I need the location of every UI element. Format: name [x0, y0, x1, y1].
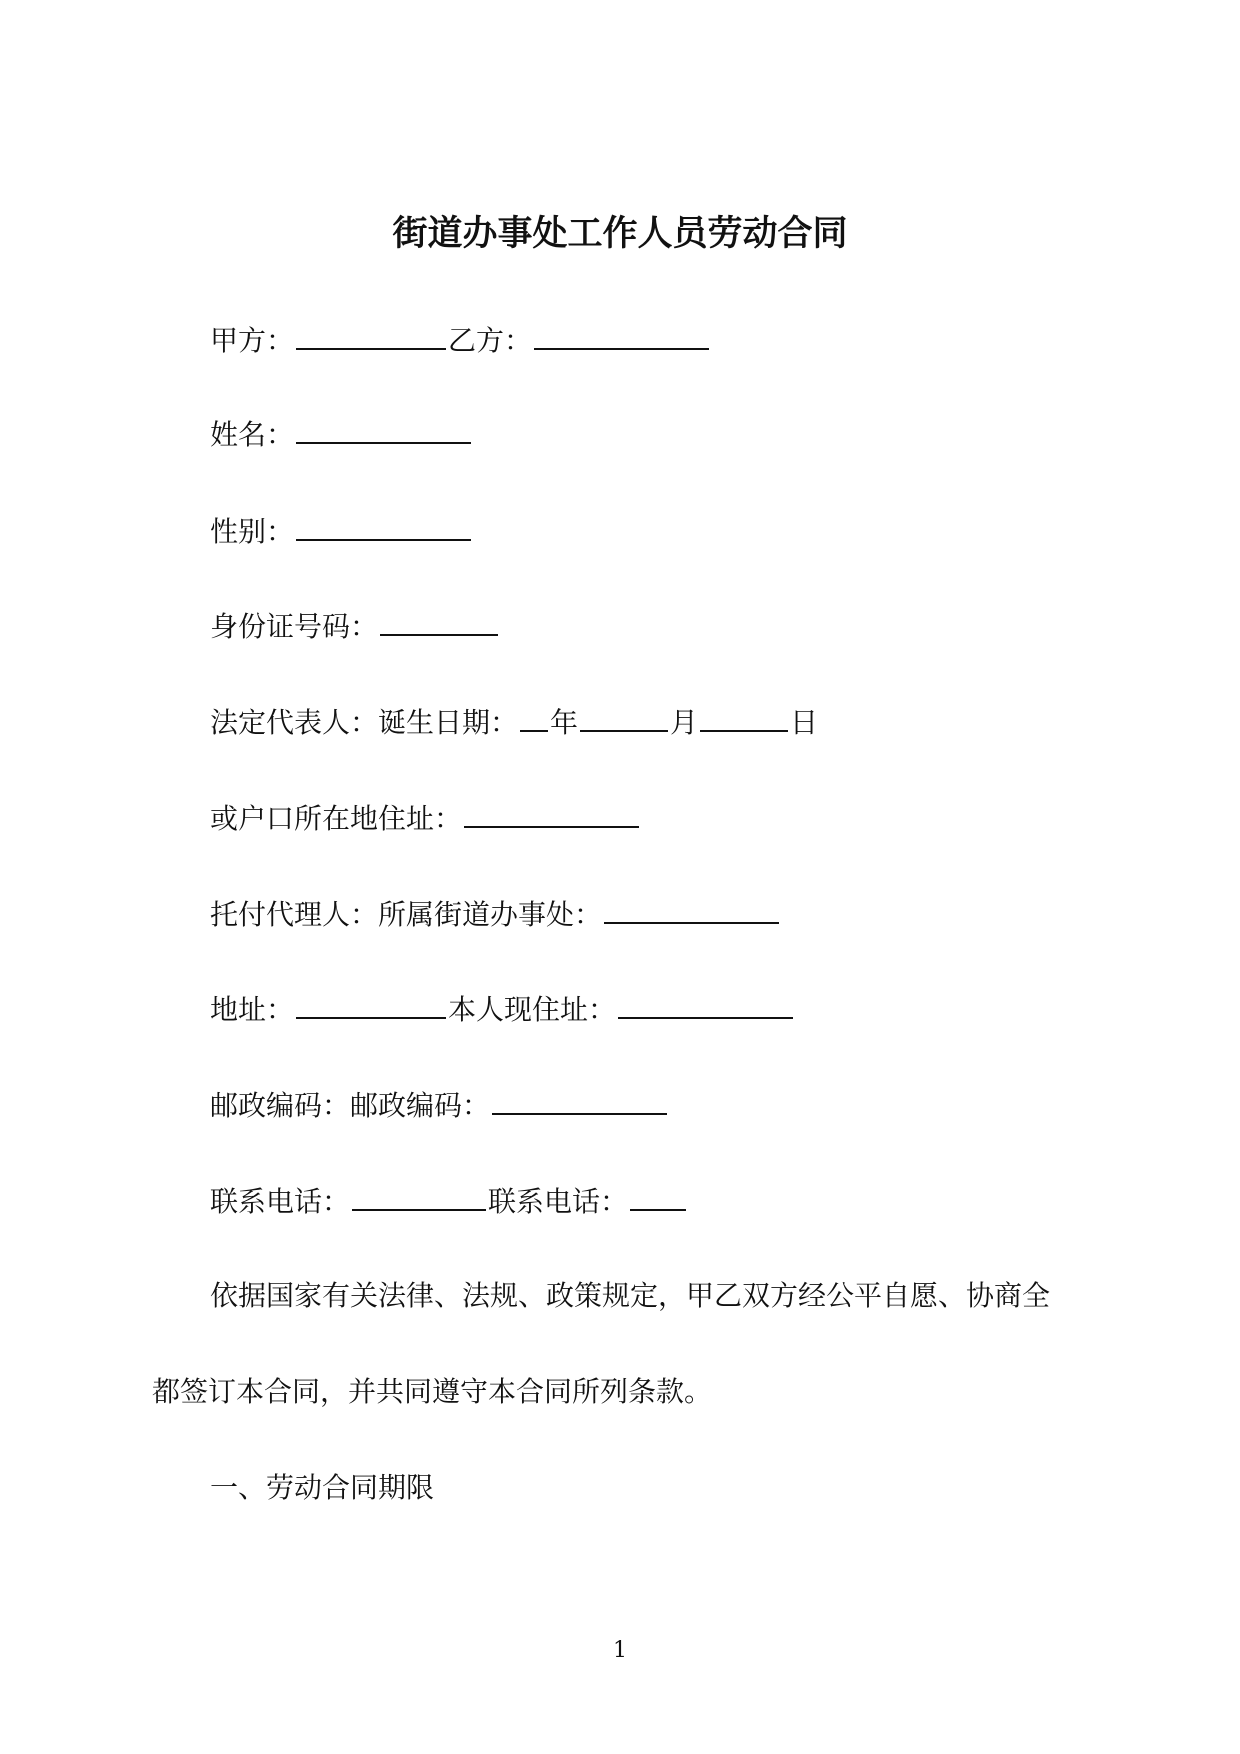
- name-label: 姓名：: [210, 418, 295, 451]
- legal-rep-label: 法定代表人：诞生日期：: [210, 706, 519, 739]
- postal-code-blank[interactable]: [492, 1083, 667, 1115]
- gender-blank[interactable]: [296, 509, 471, 541]
- name-line: [210, 412, 473, 455]
- agent-label: 托付代理人：所属街道办事处：: [210, 898, 603, 931]
- street-office-blank[interactable]: [604, 892, 779, 924]
- intro-paragraph-line-1: 依据国家有关法律、法规、政策规定，甲乙双方经公平自愿、协商全: [210, 1279, 1051, 1312]
- year-label: 年: [550, 706, 579, 739]
- address-line: [210, 987, 795, 1030]
- phone-label-b: 联系电话：: [488, 1185, 629, 1218]
- document-title: 街道办事处工作人员劳动合同: [392, 214, 848, 254]
- name-blank[interactable]: [296, 412, 471, 444]
- intro-paragraph-line-2: 都签订本合同，并共同遵守本合同所列条款。: [152, 1375, 713, 1408]
- phone-line: [210, 1179, 688, 1222]
- gender-line: [210, 509, 473, 552]
- birth-year-blank[interactable]: [520, 700, 548, 732]
- household-address-line: [210, 796, 641, 839]
- month-label: 月: [670, 706, 699, 739]
- postal-code-line: [210, 1083, 669, 1126]
- birth-day-blank[interactable]: [700, 700, 788, 732]
- party-b-blank[interactable]: [534, 318, 709, 350]
- page-number: 1: [613, 1638, 627, 1663]
- birth-month-blank[interactable]: [580, 700, 668, 732]
- current-address-blank[interactable]: [618, 987, 793, 1019]
- address-blank[interactable]: [296, 987, 446, 1019]
- postal-code-label: 邮政编码：邮政编码：: [210, 1089, 491, 1122]
- gender-label: 性别：: [210, 515, 295, 548]
- current-address-label: 本人现住址：: [448, 993, 617, 1026]
- id-number-blank[interactable]: [380, 604, 498, 636]
- party-a-label: 甲方：: [210, 324, 295, 357]
- section-heading: 一、劳动合同期限: [210, 1471, 435, 1504]
- phone-label-a: 联系电话：: [210, 1185, 351, 1218]
- agent-line: [210, 892, 781, 935]
- id-number-label: 身份证号码：: [210, 610, 379, 643]
- legal-rep-line: [210, 700, 818, 743]
- party-a-blank[interactable]: [296, 318, 446, 350]
- address-label: 地址：: [210, 993, 295, 1026]
- household-address-label: 或户口所在地住址：: [210, 802, 463, 835]
- phone-a-blank[interactable]: [352, 1179, 486, 1211]
- phone-b-blank[interactable]: [630, 1179, 686, 1211]
- id-number-line: [210, 604, 500, 647]
- party-line: [210, 318, 711, 361]
- party-b-label: 乙方：: [448, 324, 533, 357]
- household-address-blank[interactable]: [464, 796, 639, 828]
- day-label: 日: [790, 706, 819, 739]
